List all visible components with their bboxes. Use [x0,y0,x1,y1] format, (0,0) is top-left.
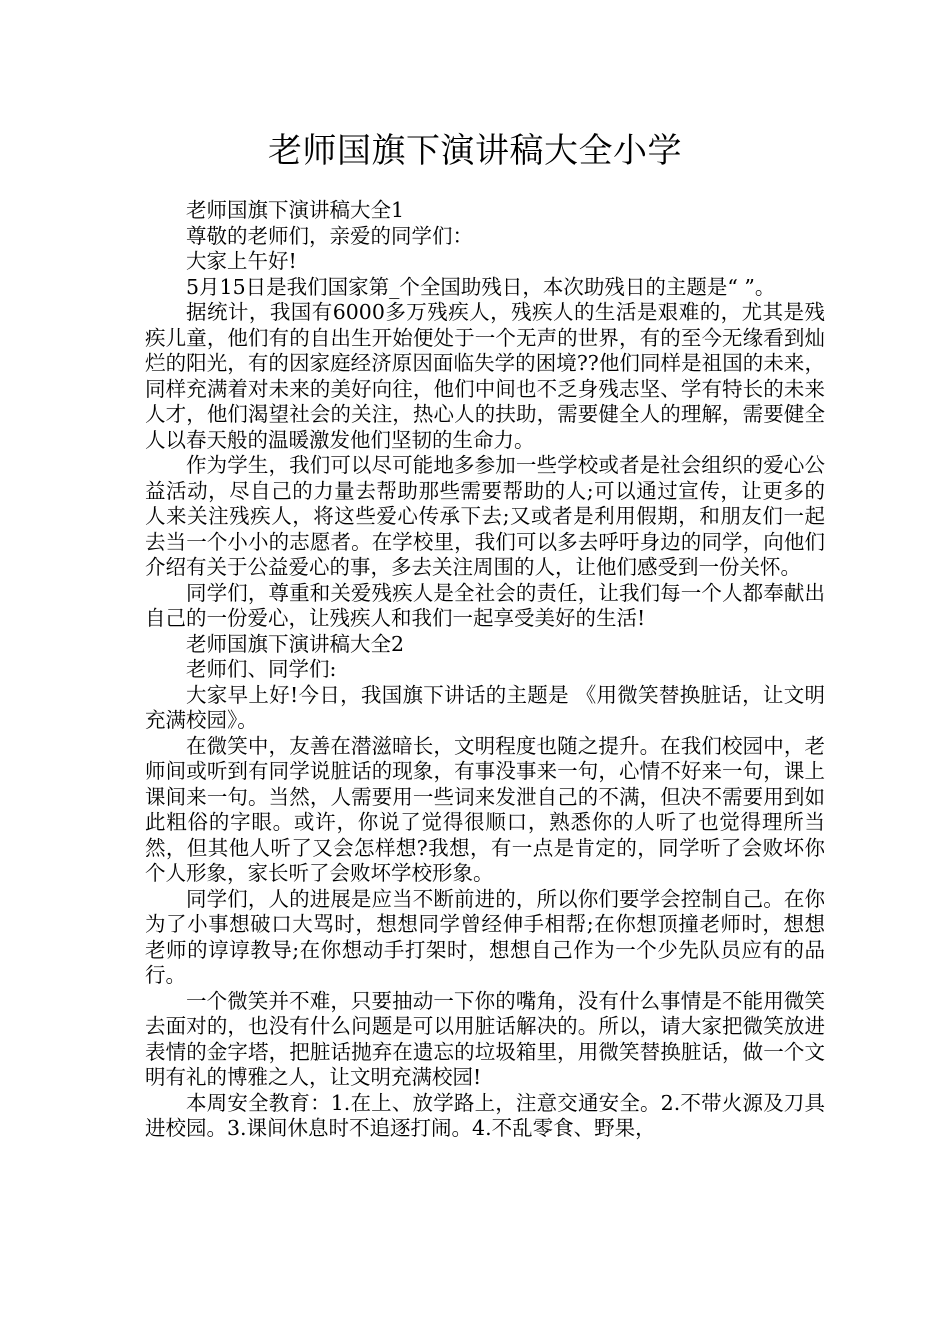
paragraph: 尊敬的老师们，亲爱的同学们： [186,223,473,248]
paragraph: 在微笑中，友善在潜滋暗长，文明程度也随之提升。在我们校园中，老师间或听到有同学说脏话的现象，有事没事来一句，心情不好来一句，课上课间来一句。当然，人需要用一些词来发泄自己的不满，但决不需要用到如此粗俗的字眼。或许，你说了觉得很顺口，熟悉你的人听了也觉得理所当然，但其他人听了又会怎样想?我想，有一点是肯定的，同学听了会败坏你个人形象，家长听了会败坏学校形象。 [145,733,825,885]
paragraph: 老师国旗下演讲稿大全2 [186,631,405,656]
paragraph: 老师们、同学们: [186,657,337,681]
document-title: 老师国旗下演讲稿大全小学 [268,131,682,171]
document-body [145,198,825,1142]
paragraph: 大家上午好! [186,249,297,273]
paragraph: 本周安全教育：1.在上、放学路上，注意交通安全。2.不带火源及刀具进校园。3.课间休息时不追逐打闹。4.不乱零食、野果， [145,1090,825,1140]
paragraph: 大家早上好!今日，我国旗下讲话的主题是 《用微笑替换脏话，让文明充满校园》。 [145,682,825,732]
paragraph: 据统计，我国有6000多万残疾人，残疾人的生活是艰难的，尤其是残疾儿童，他们有的自出生开始便处于一个无声的世界，有的至今无缘看到灿烂的阳光，有的因家庭经济原因面临失学的困境??他们同样是祖国的未来，同样充满着对未来的美好向往，他们中间也不乏身残志坚、学有特长的未来人才，他们渴望社会的关注，热心人的扶助，需要健全人的理解，需要健全人以春天般的温暖激发他们坚韧的生命力。 [145,300,825,452]
paragraph: 同学们，尊重和关爱残疾人是全社会的责任，让我们每一个人都奉献出自己的一份爱心，让残疾人和我们一起享受美好的生活! [145,580,825,630]
paragraph: 老师国旗下演讲稿大全1 [186,198,405,222]
paragraph: 同学们，人的进展是应当不断前进的，所以你们要学会控制自己。在你为了小事想破口大骂时，想想同学曾经伸手相帮;在你想顶撞老师时，想想老师的谆谆教导;在你想动手打架时，想想自己作为一个少先队员应有的品行。 [145,886,825,987]
paragraph: 作为学生，我们可以尽可能地多参加一些学校或者是社会组织的爱心公益活动，尽自己的力量去帮助那些需要帮助的人;可以通过宣传，让更多的人来关注残疾人，将这些爱心传承下去;又或者是利用假期，和朋友们一起去当一个小小的志愿者。在学校里，我们可以多去呼吁身边的同学，向他们介绍有关于公益爱心的事，多去关注周围的人，让他们感受到一份关怀。 [145,453,825,579]
paragraph: 一个微笑并不难，只要抽动一下你的嘴角，没有什么事情是不能用微笑去面对的，也没有什么问题是可以用脏话解决的。所以，请大家把微笑放进表情的金字塔，把脏话抛弃在遗忘的垃圾箱里，用微笑替换脏话，做一个文明有礼的博雅之人，让文明充满校园! [145,988,825,1089]
paragraph: 5月15日是我们国家第_个全国助残日，本次助残日的主题是“ ”。 [186,274,776,299]
